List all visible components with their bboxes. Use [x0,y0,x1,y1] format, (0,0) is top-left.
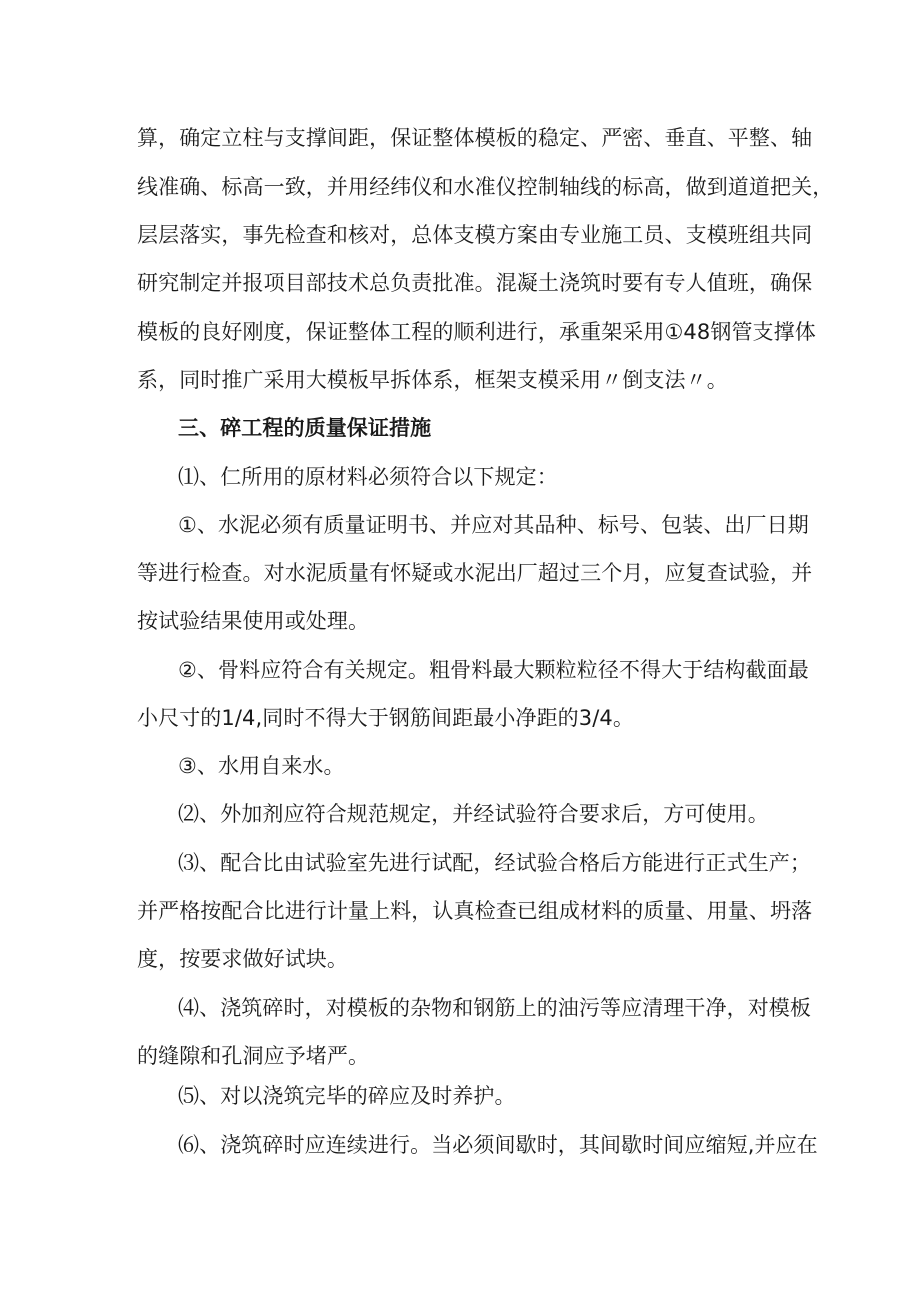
paragraph-line: 按试验结果使用或处理。 [137,609,370,633]
paragraph-line: 研究制定并报项目部技术总负责批准。混凝土浇筑时要有专人值班，确保 [137,271,813,295]
paragraph-line: 层层落实，事先检查和核对，总体支模方案由专业施工员、支模班组共同 [137,223,813,247]
paragraph-line: ②、骨料应符合有关规定。粗骨料最大颗粒粒径不得大于结构截面最 [178,658,809,682]
paragraph-line: 的缝隙和孔洞应予堵严。 [137,1044,370,1068]
paragraph-line: ⑵、外加剂应符合规范规定，并经试验符合要求后，方可使用。 [178,802,769,826]
paragraph-line: 系，同时推广采用大模板早拆体系，框架支模采用〃倒支法〃。 [137,368,728,392]
paragraph-line: ⑹、浇筑碎时应连续进行。当必须间歇时，其间歇时间应缩短,并应在 [178,1133,818,1157]
paragraph-line: ⑸、对以浇筑完毕的碎应及时养护。 [178,1084,516,1108]
paragraph-line: ⑷、浇筑碎时，对模板的杂物和钢筋上的油污等应清理干净，对模板 [178,996,811,1020]
paragraph-line: 并严格按配合比进行计量上料，认真检查已组成材料的质量、用量、坍落 [137,899,813,923]
paragraph-line: 模板的良好刚度，保证整体工程的顺利进行，承重架采用①48钢管支撑体 [137,320,816,344]
paragraph-line: 小尺寸的1/4,同时不得大于钢筋间距最小净距的3/4。 [137,706,634,730]
paragraph-line: 度，按要求做好试块。 [137,947,348,971]
paragraph-line: ⑶、配合比由试验室先进行试配，经试验合格后方能进行正式生产； [178,851,811,875]
paragraph-line: 线准确、标高一致，并用经纬仪和水准仪控制轴线的标高，做到道道把关， [137,175,834,199]
paragraph-line: ①、水泥必须有质量证明书、并应对其品种、标号、包装、出厂日期 [178,513,809,537]
section-heading: 三、碎工程的质量保证措施 [178,416,432,440]
paragraph-line: 等进行检查。对水泥质量有怀疑或水泥出厂超过三个月，应复查试验，并 [137,561,813,585]
paragraph-line: ③、水用自来水。 [178,754,345,778]
paragraph-line: ⑴、仁所用的原材料必须符合以下规定： [178,465,558,489]
paragraph-line: 算，确定立柱与支撑间距，保证整体模板的稳定、严密、垂直、平整、轴 [137,126,813,150]
